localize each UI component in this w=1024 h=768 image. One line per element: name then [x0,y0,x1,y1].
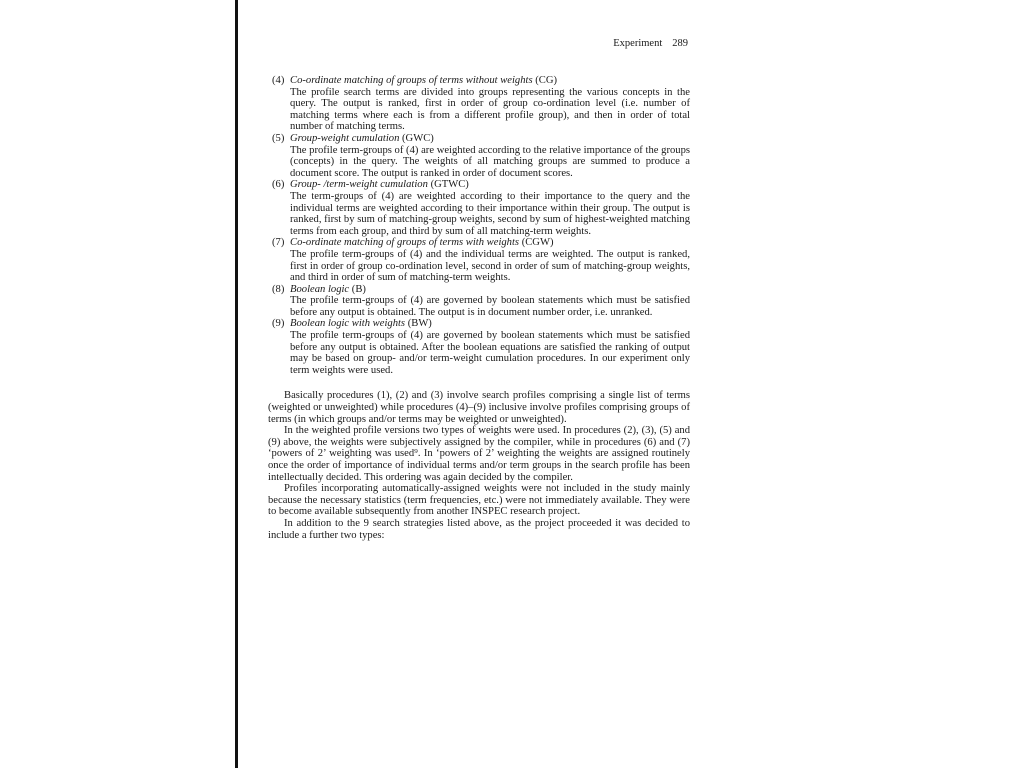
strategy-title: Co-ordinate matching of groups of terms without weights (CG) [290,75,558,86]
running-head [268,38,690,52]
strategy-number: (9) [272,318,285,330]
strategy-title: Group- /term-weight cumulation (GTWC) [290,179,469,191]
strategy-description: The profile term-groups of (4) are governed by boolean statements which must be satisfied before any output is obtained. After the boolean equations are satisfied the ranking of output may be based on group- and/or term-weight cumulation procedures. In our experiment only term weights were used. [290,330,690,376]
strategy-title: Co-ordinate matching of groups of terms with weights (CGW) [290,237,554,249]
strategy-number: (7) [272,237,285,249]
body-paragraph: Basically procedures (1), (2) and (3) involve search profiles comprising a single list of terms (weighted or unweighted) while procedures (4)–(9) inclusive involve profiles comprising groups of terms (in which groups and/or terms may be weighted or unweighted). [268,390,690,425]
strategy-description: The term-groups of (4) are weighted according to their importance to the query and the individual terms are weighted according to their importance within their group. The output is ranked, first by sum of matching-group weights, second by sum of highest-weighted matching terms from each group, and third by sum of all matching-term weights. [290,190,690,237]
strategy-item-6 [268,179,690,237]
strategy-description: The profile term-groups of (4) are weighted according to the relative importance of the groups (concepts) in the query. The weights of all matching groups are summed to produce a document score. The output is ranked in order of document scores. [290,144,690,179]
strategy-title: Boolean logic with weights (BW) [290,318,432,330]
strategy-number: (4) [272,75,285,86]
body-paragraph: In addition to the 9 search strategies listed above, as the project proceeded it was decided to include a further two types: [268,517,690,541]
page-binding-edge [235,0,238,768]
strategy-list [268,75,690,376]
strategy-number: (8) [272,283,285,295]
strategy-item-5 [268,133,690,179]
strategy-item-4 [268,75,690,133]
book-page [268,38,690,738]
body-paragraph: Profiles incorporating automatically-assigned weights were not included in the study mainly because the necessary statistics (term frequencies, etc.) were not immediately available. They were to become available subsequently from another INSPEC research project. [268,483,690,518]
strategy-title: Group-weight cumulation (GWC) [290,132,434,144]
strategy-description: The profile term-groups of (4) are governed by boolean statements which must be satisfied before any output is obtained. The output is in document number order, i.e. unranked. [290,295,690,318]
strategy-number: (5) [272,132,285,144]
strategy-description: The profile term-groups of (4) and the individual terms are weighted. The output is ranked, first in order of group co-ordination level, second in order of sum of matching-group weights, and third in order of sum of matching-term weights. [290,248,690,284]
strategy-item-7 [268,237,690,283]
strategy-description: The profile search terms are divided into groups representing the various concepts in the query. The output is ranked, first in order of group co-ordination level (i.e. number of matching terms where each is from a different profile group), and then in order of total number of matching terms. [290,86,690,133]
page-number: 289 [672,38,688,49]
strategy-number: (6) [272,179,285,191]
body-paragraph: In the weighted profile versions two types of weights were used. In procedures (2), (3), (5) and (9) above, the weights were subjectively assigned by the compiler, while in procedures (6) and (7) ‘powers of 2’ weighting was used⁹. In ‘powers of 2’ weighting the weights are assigned routinely once the order of importance of individual terms and/or term groups in the search profile has been intellectually decided. This ordering was again decided by the compiler. [268,425,690,483]
strategy-item-9 [268,318,690,376]
strategy-item-8 [268,284,690,319]
strategy-title: Boolean logic (B) [290,283,366,295]
running-title: Experiment [613,38,663,49]
